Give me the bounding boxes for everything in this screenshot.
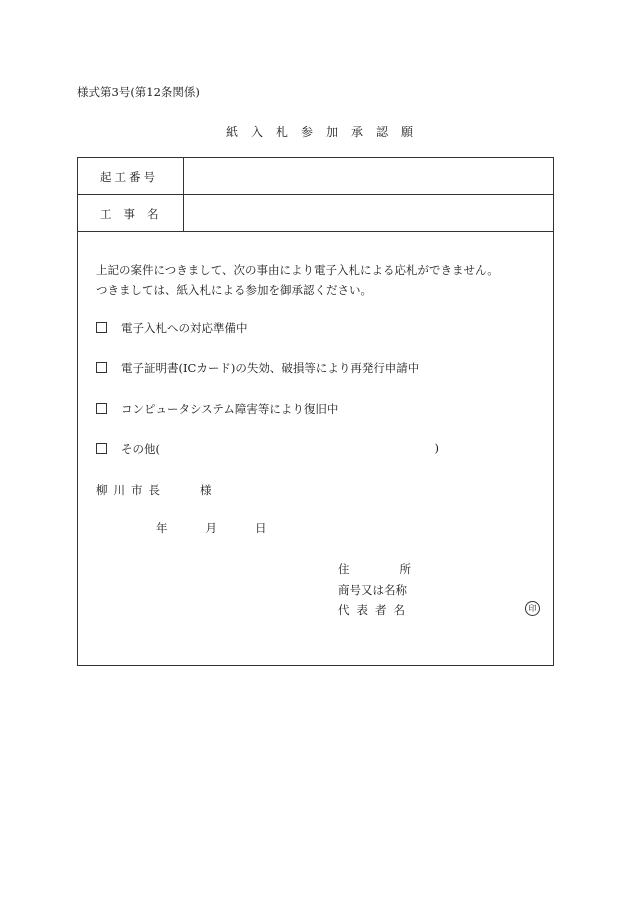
addressee <box>96 482 212 498</box>
checkbox-icon[interactable] <box>96 322 107 333</box>
koji-bango-row <box>78 158 553 195</box>
address-label-2: 所 <box>399 562 411 576</box>
date-line <box>156 520 305 536</box>
intro-text <box>96 260 499 300</box>
checkbox-icon[interactable] <box>96 362 107 373</box>
reason-label: 電子入札への対応準備中 <box>121 321 248 335</box>
address-label-1: 住 <box>338 562 350 576</box>
applicant-address <box>338 561 411 577</box>
date-day: 日 <box>255 521 267 535</box>
applicant-representative: 代表者名 <box>338 603 412 617</box>
applicant-company: 商号又は名称 <box>338 583 407 597</box>
reason-item <box>96 360 419 376</box>
reason-label: 電子証明書(ICカード)の失効、破損等により再発行申請中 <box>121 361 420 375</box>
koji-mei-field[interactable] <box>184 195 553 231</box>
intro-line-1: 上記の案件につきまして、次の事由により電子入札による応札ができません。 <box>96 263 499 277</box>
application-form-frame <box>77 157 554 666</box>
koji-mei-label: 工事名 <box>100 207 171 221</box>
reason-item-other <box>96 441 439 457</box>
koji-mei-row <box>78 195 553 232</box>
date-year: 年 <box>156 521 168 535</box>
intro-line-2: つきましては、紙入札による参加を御承認ください。 <box>96 283 372 297</box>
seal-icon: 印 <box>525 601 540 616</box>
koji-bango-label-cell <box>78 158 184 194</box>
reason-item <box>96 401 338 417</box>
reason-item <box>96 320 248 336</box>
reason-label: その他( <box>121 442 160 456</box>
checkbox-icon[interactable] <box>96 403 107 414</box>
addressee-honorific: 様 <box>200 483 212 497</box>
checkbox-icon[interactable] <box>96 443 107 454</box>
other-close-paren: ) <box>434 441 439 455</box>
koji-mei-label-cell <box>78 195 184 231</box>
form-number: 様式第3号(第12条関係) <box>77 85 200 99</box>
koji-bango-field[interactable] <box>184 158 553 194</box>
document-title: 紙入札参加承認願 <box>226 125 427 139</box>
addressee-name: 柳川市長 <box>96 483 166 497</box>
koji-bango-label: 起工番号 <box>100 170 158 184</box>
date-month: 月 <box>205 521 217 535</box>
reason-label: コンピュータシステム障害等により復旧中 <box>121 402 339 416</box>
